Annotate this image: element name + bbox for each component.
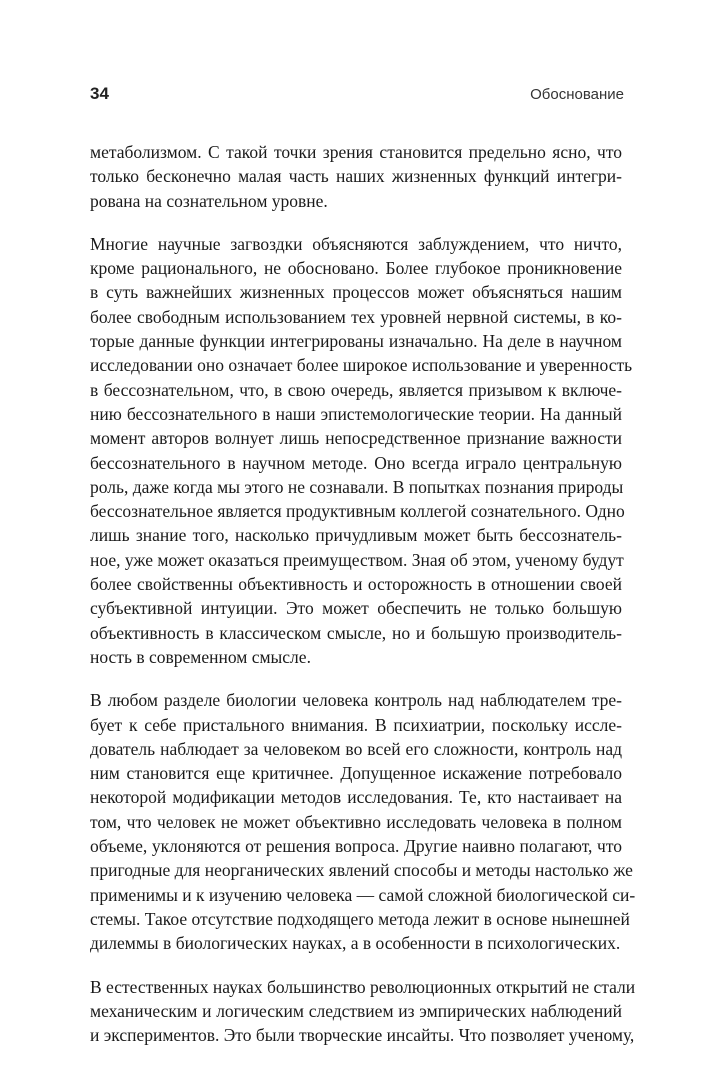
text-line: Многие научные загвоздки объясняются заблуждением, что ничто, <box>90 233 622 254</box>
text-line: стемы. Такое отсутствие подходящего метода лежит в основе нынешней <box>90 908 630 929</box>
paragraph <box>90 688 636 955</box>
paragraph <box>90 140 622 213</box>
text-line: бессознательного в научном методе. Оно всегда играло центральную <box>90 452 622 473</box>
text-line: более свободным использованием тех уровней нервной системы, в ко- <box>90 306 622 327</box>
text-line: лишь знание того, насколько причудливым может быть бессознатель- <box>90 525 622 546</box>
text-line: пригодные для неорганических явлений способы и методы настолько же <box>90 860 633 881</box>
text-line: ное, уже может оказаться преимуществом. Зная об этом, ученому будут <box>90 549 624 570</box>
text-line: только бесконечно малая часть наших жизненных функций интегри- <box>90 166 622 187</box>
body-text <box>90 140 636 1066</box>
text-line: том, что человек не может объективно исследовать человека в полном <box>90 811 622 832</box>
text-line: субъективной интуиции. Это может обеспечить не только большую <box>90 598 622 619</box>
paragraph <box>90 975 636 1048</box>
text-line: бессознательное является продуктивным коллегой сознательного. Одно <box>90 501 625 522</box>
text-line: применимы и к изучению человека — самой сложной биологической си- <box>90 884 636 905</box>
text-line: более свойственны объективность и осторожность в отношении своей <box>90 574 622 595</box>
text-line: торые данные функции интегрированы изначально. На деле в научном <box>90 331 622 352</box>
text-line: момент авторов волнует лишь непосредственное признание важности <box>90 428 622 449</box>
page-number: 34 <box>90 84 109 103</box>
text-line: и экспериментов. Это были творческие инсайты. Что позволяет ученому, <box>90 1025 635 1046</box>
text-line: некоторой модификации методов исследования. Те, кто настаивает на <box>90 787 622 808</box>
text-line: объективность в классическом смысле, но и большую производитель- <box>90 622 622 643</box>
text-line: рована на сознательном уровне. <box>90 190 328 211</box>
text-line: ним становится еще критичнее. Допущенное искажение потребовало <box>90 763 622 784</box>
running-head: Обоснование <box>530 86 624 103</box>
text-line: В естественных науках большинство революционных открытий не стали <box>90 976 636 997</box>
text-line: в бессознательном, что, в свою очередь, является призывом к включе- <box>90 379 622 400</box>
text-line: дователь наблюдает за человеком во всей его сложности, контроль над <box>90 738 622 759</box>
text-line: объеме, уклоняются от решения вопроса. Другие наивно полагают, что <box>90 836 622 857</box>
text-line: дилеммы в биологических науках, а в особенности в психологических. <box>90 933 621 954</box>
text-line: в суть важнейших жизненных процессов может объясняться нашим <box>90 282 622 303</box>
text-line: нию бессознательного в наши эпистемологические теории. На данный <box>90 403 622 424</box>
text-line: бует к себе пристального внимания. В психиатрии, поскольку иссле- <box>90 714 622 735</box>
text-line: механическим и логическим следствием из эмпирических наблюдений <box>90 1000 622 1021</box>
text-line: исследовании оно означает более широкое использование и уверенность <box>90 355 633 376</box>
text-line: ность в современном смысле. <box>90 646 311 667</box>
text-line: кроме рационального, не обосновано. Более глубокое проникновение <box>90 258 622 279</box>
text-line: роль, даже когда мы этого не сознавали. В попытках познания природы <box>90 476 624 497</box>
text-line: метаболизмом. С такой точки зрения становится предельно ясно, что <box>90 142 622 162</box>
text-line: В любом разделе биологии человека контроль над наблюдателем тре- <box>90 690 622 711</box>
paragraph <box>90 232 633 669</box>
